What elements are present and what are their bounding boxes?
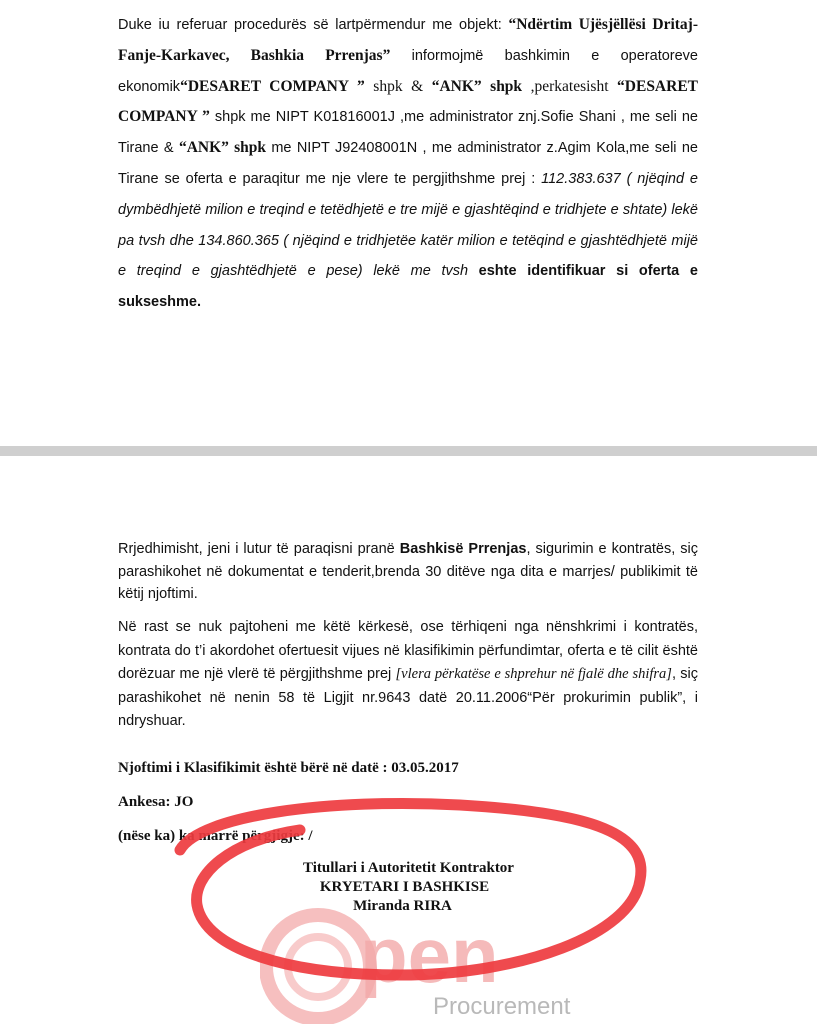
- award-paragraph: [118, 10, 698, 318]
- response-line: (nëse ka) ka marrë përgjigje: /: [118, 828, 313, 844]
- operator-name-ank-2: “ANK”: [178, 139, 229, 157]
- offer-amount-text: 112.383.637 ( njëqind e dymbëdhjetë milion e treqind e tetëdhjetë e tre mijë e gjashtëqind e tridhjete e shtate) lekë pa tvsh dhe 134.860.365 ( njëqind e tridhjetëe katër milion e tetëqind e gjashtëdhjetë mijë e treqind e gjashtëdhjetë e pese) lekë me tvsh: [118, 170, 698, 280]
- operator-name-desaret-2: “DESARET COMPANY ”: [118, 77, 698, 126]
- watermark-line1: Procurement: [433, 993, 571, 1020]
- contract-guarantee-paragraph: [118, 538, 698, 606]
- text-run: Në rast se nuk pajtoheni me këtë kërkesë, ose tërhiqeni nga nënshkrimi i kontratës, kontrata do t’i akordohet ofertuesit vijues në klasifikimin përfundimtar, oferta e të cilit është dorëzuar me një vlerë të përgjithshme prej: [118, 619, 698, 682]
- text-run: me NIPT J92408001N , me administrator z.Agim Kola,me seli ne Tirane se oferta e paraqitur me nje vlere te pergjithshme prej :: [118, 140, 698, 187]
- text-run: informojmë bashkimin e operatoreve ekonomik: [118, 47, 698, 95]
- value-placeholder: [vlera përkatëse e shprehur në fjalë dhe shifra]: [395, 666, 672, 682]
- text-run: Rrjedhimisht, jeni i lutur të paraqisni pranë: [118, 541, 400, 557]
- document-page-top: [0, 0, 817, 446]
- text-run: Duke iu referuar procedurës së lartpërmendur me objekt:: [118, 17, 509, 33]
- award-conclusion: eshte identifikuar si oferta e sukseshme.: [118, 263, 698, 311]
- signature-title: Titullari i Autoritetit Kontraktor: [303, 860, 514, 876]
- operator-name-ank: “ANK” shpk: [431, 77, 523, 95]
- text-run: , siç parashikohet në nenin 58 të Ligjit nr.9643 datë 20.11.2006“Për prokurimin publik”, i ndryshuar.: [118, 666, 698, 729]
- watermark-word: pen: [360, 911, 499, 999]
- text-run: ,perkatesisht: [522, 77, 618, 95]
- signature-name: Miranda RIRA: [353, 898, 452, 914]
- operator-name-desaret: “DESARET COMPANY ”: [180, 77, 365, 95]
- text-run: shpk me NIPT K01816001J ,me administrator znj.Sofie Shani , me seli ne Tirane &: [118, 109, 698, 157]
- procurement-object-name: “Ndërtim Ujësjëllësi Dritaj-Fanje-Karkavec, Bashkia Prrenjas”: [118, 16, 698, 64]
- withdrawal-paragraph: [118, 616, 698, 734]
- text-run: [468, 262, 479, 279]
- operator-shpk: shpk: [234, 139, 266, 157]
- complaint-line: Ankesa: JO: [118, 794, 194, 810]
- municipality-name: Bashkisë Prrenjas: [399, 541, 527, 557]
- notice-date-line: Njoftimi i Klasifikimit është bërë në datë : 03.05.2017: [118, 760, 459, 776]
- signature-role: KRYETARI I BASHKISE: [319, 879, 490, 895]
- page-separator: [0, 446, 817, 456]
- text-run: , sigurimin e kontratës, siç parashikohet në dokumentat e tenderit,brenda 30 ditëve nga dita e marrjes/ publikimit të këtij njoftimi.: [118, 541, 698, 602]
- text-run: shpk &: [364, 77, 432, 95]
